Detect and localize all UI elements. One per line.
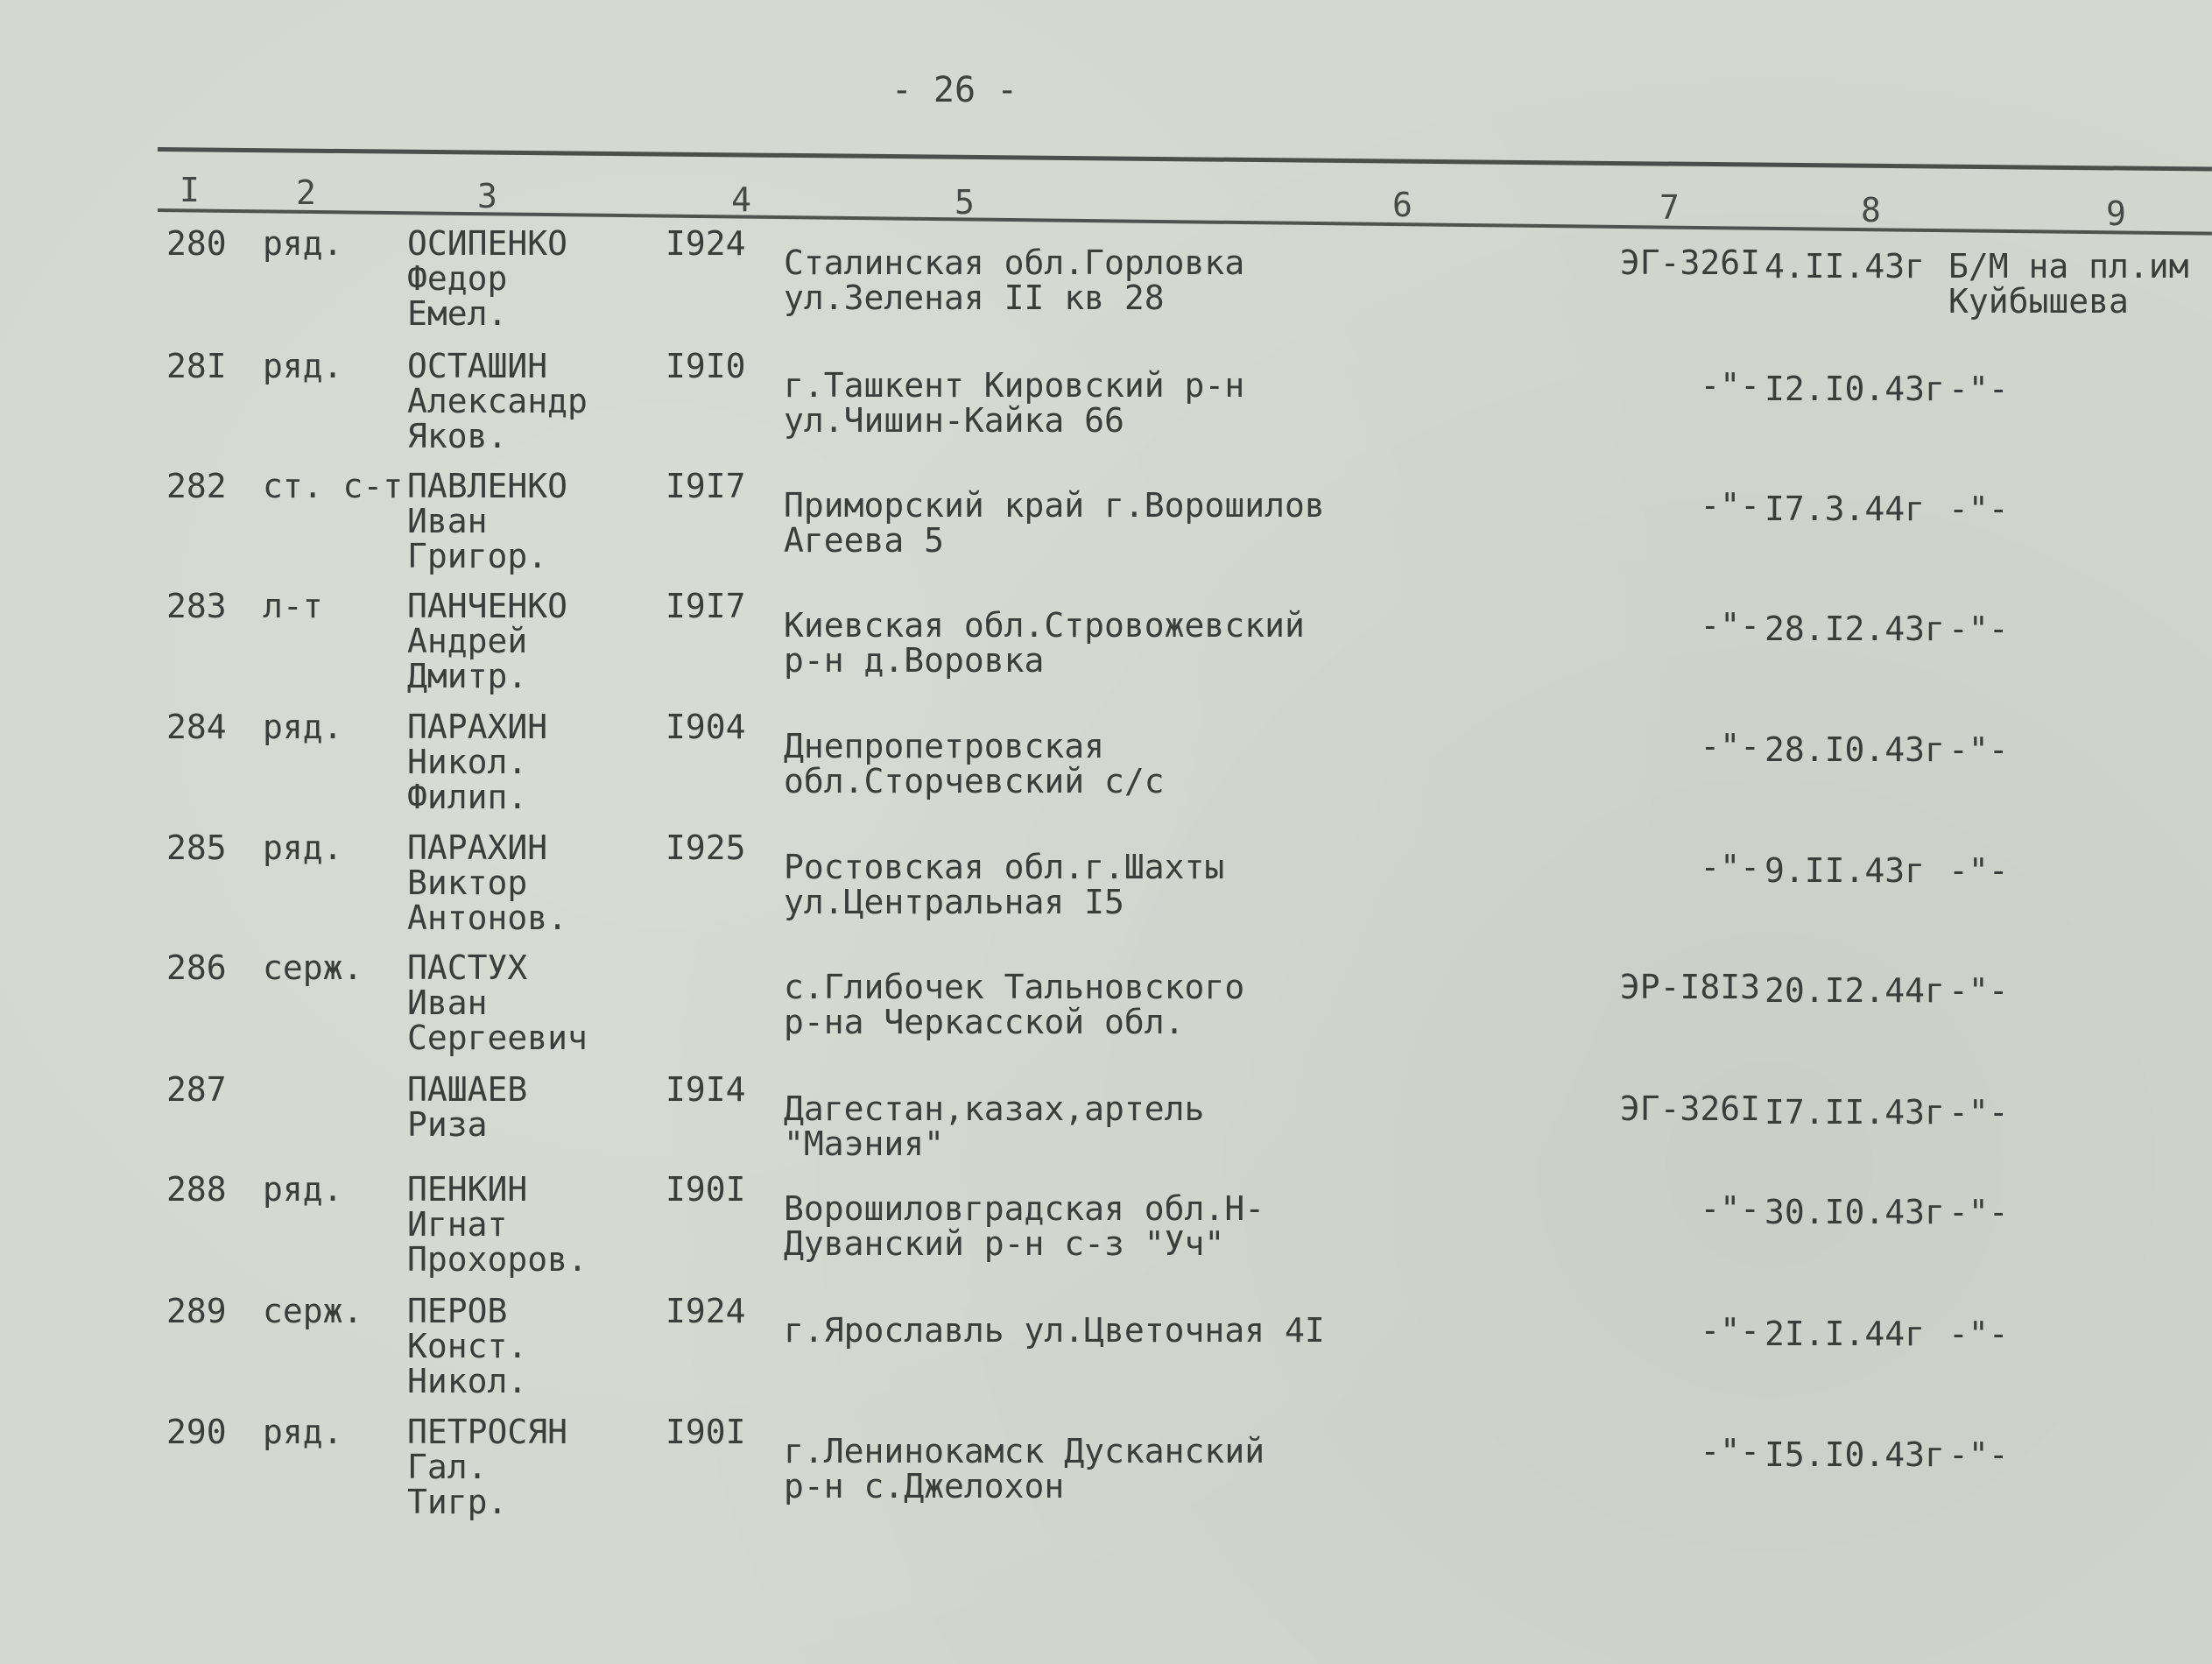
address-block [784, 1434, 1414, 1504]
document-reference: -"- [1700, 366, 1760, 405]
name-line: Яков. [407, 417, 508, 455]
name-block [407, 349, 679, 454]
entry-number: 284 [166, 708, 227, 746]
address-line: р-на Черкасской обл. [784, 1003, 1185, 1041]
name-line: Прохоров. [407, 1240, 588, 1279]
name-line: Гал. [407, 1448, 488, 1486]
burial-place-block [1948, 491, 2211, 526]
burial-place-line: -"- [1948, 1315, 2009, 1353]
entry-number: 282 [166, 467, 227, 505]
name-line: Григор. [407, 537, 548, 575]
date: 20.I2.44г [1765, 971, 1945, 1010]
entry-number: 283 [166, 587, 227, 625]
name-block [407, 1172, 679, 1277]
name-line: Александр [407, 382, 588, 420]
burial-place-block [1948, 611, 2211, 646]
address-block [784, 1091, 1414, 1161]
birth-year: I9I0 [666, 347, 746, 385]
table-row [0, 1294, 2212, 1416]
name-line: Иван [407, 984, 488, 1022]
table-row [0, 226, 2212, 349]
address-line: Ворошиловградская обл.Н-Дуванский р-н с-з "Уч" [784, 1189, 1265, 1263]
burial-place-line: -"- [1948, 1093, 2009, 1132]
address-line: с.Глибочек Тальновского [784, 968, 1245, 1006]
birth-year: I925 [666, 828, 746, 867]
name-line: ПАНЧЕНКО [407, 587, 568, 625]
name-line: Тигр. [407, 1483, 508, 1521]
date: 2I.I.44г [1765, 1315, 1926, 1353]
name-block [407, 1414, 679, 1519]
column-number: 4 [731, 180, 751, 219]
burial-place-block [1948, 1195, 2211, 1230]
name-block [407, 709, 679, 814]
burial-place-block [1948, 249, 2211, 319]
address-block [784, 850, 1414, 920]
burial-place-block [1948, 1316, 2211, 1351]
address-block [784, 245, 1414, 315]
name-line: Емел. [407, 294, 508, 333]
name-line: Игнат [407, 1205, 508, 1244]
name-line: ПАШАЕВ [407, 1070, 528, 1109]
address-line: ул.Чишин-Кайка 66 [784, 401, 1124, 440]
column-number: 8 [1861, 191, 1881, 229]
address-line: г.Ярославль ул.Цветочная 4I [784, 1311, 1325, 1350]
address-line: ул.Зеленая II кв 28 [784, 279, 1165, 317]
birth-year: I90I [666, 1413, 746, 1451]
birth-year: I924 [666, 224, 746, 263]
birth-year: I90I [666, 1170, 746, 1209]
date: 28.I2.43г [1765, 610, 1945, 648]
name-line: ПЕРОВ [407, 1292, 508, 1330]
document-reference: -"- [1700, 727, 1760, 765]
document-reference: -"- [1700, 848, 1760, 886]
table-row [0, 349, 2212, 471]
address-block [784, 1191, 1414, 1261]
address-block [784, 729, 1414, 799]
table-row [0, 589, 2212, 711]
name-line: Андрей [407, 622, 528, 660]
burial-place-line: Б/М на пл.им [1948, 247, 2189, 286]
name-line: ОСИПЕНКО [407, 224, 568, 263]
address-block [784, 608, 1414, 678]
address-line: р-н с.Джелохон [784, 1467, 1065, 1505]
address-block [784, 488, 1414, 558]
table-row [0, 469, 2212, 591]
entry-number: 280 [166, 224, 227, 263]
address-line: Сталинская обл.Горловка [784, 243, 1245, 282]
address-line: ул.Центральная I5 [784, 883, 1124, 921]
entry-number: 289 [166, 1292, 227, 1330]
column-number: 7 [1659, 188, 1680, 227]
date: 4.II.43г [1765, 247, 1926, 286]
name-block [407, 226, 679, 331]
column-number: I [180, 171, 200, 209]
table-top-rule [158, 147, 2212, 172]
burial-place-block [1948, 371, 2211, 406]
name-line: Филип. [407, 778, 528, 816]
name-line: Никол. [407, 1362, 528, 1400]
name-line: ПЕНКИН [407, 1170, 528, 1209]
name-line: ПАСТУХ [407, 948, 528, 987]
date: I7.II.43г [1765, 1093, 1945, 1132]
birth-year: I904 [666, 708, 746, 746]
rank: серж. [263, 948, 363, 987]
name-block [407, 1294, 679, 1399]
table-row [0, 1414, 2212, 1537]
name-line: Конст. [407, 1327, 528, 1365]
column-number: 2 [296, 173, 316, 212]
page-number: - 26 - [891, 70, 1018, 110]
rank: ряд. [263, 1170, 343, 1209]
name-line: ПАВЛЕНКО [407, 467, 568, 505]
name-block [407, 1072, 679, 1142]
name-block [407, 589, 679, 694]
address-line: "Маэния" [784, 1125, 945, 1163]
address-line: г.Ленинокамск Дусканский [784, 1432, 1265, 1470]
document-reference: -"- [1700, 486, 1760, 525]
burial-place-block [1948, 973, 2211, 1008]
address-line: г.Ташкент Кировский р-н [784, 366, 1245, 405]
name-line: Иван [407, 502, 488, 540]
date: 9.II.43г [1765, 851, 1926, 890]
date: I5.I0.43г [1765, 1435, 1945, 1474]
column-number: 5 [955, 183, 975, 222]
burial-place-line: Куйбышева [1948, 282, 2129, 321]
entry-number: 28I [166, 347, 227, 385]
date: I2.I0.43г [1765, 370, 1945, 408]
rank: ряд. [263, 708, 343, 746]
name-line: Федор [407, 259, 508, 298]
rank: л-т [263, 587, 323, 625]
entry-number: 286 [166, 948, 227, 987]
name-line: ОСТАШИН [407, 347, 548, 385]
entry-number: 285 [166, 828, 227, 867]
burial-place-line: -"- [1948, 1435, 2009, 1474]
rank: ряд. [263, 1413, 343, 1451]
name-line: Виктор [407, 864, 528, 902]
table-row [0, 830, 2212, 953]
document-reference: -"- [1700, 1432, 1760, 1470]
date: 30.I0.43г [1765, 1193, 1945, 1231]
column-number: 9 [2106, 194, 2126, 233]
burial-place-line: -"- [1948, 730, 2009, 769]
address-line: р-н д.Воровка [784, 641, 1045, 680]
document-reference: ЭР-I8I3 [1619, 968, 1760, 1006]
address-line: Киевская обл.Стровожевский [784, 606, 1305, 645]
address-line: Дагестан,казах,артель [784, 1089, 1205, 1128]
date: 28.I0.43г [1765, 730, 1945, 769]
name-block [407, 950, 679, 1055]
rank: ряд. [263, 828, 343, 867]
rank: ряд. [263, 224, 343, 263]
document-reference: ЭГ-326I [1619, 1089, 1760, 1128]
burial-place-line: -"- [1948, 851, 2009, 890]
table-row [0, 1172, 2212, 1294]
burial-place-line: -"- [1948, 971, 2009, 1010]
burial-place-line: -"- [1948, 370, 2009, 408]
birth-year: I9I7 [666, 467, 746, 505]
address-block [784, 969, 1414, 1040]
date: I7.3.44г [1765, 490, 1926, 528]
table-row [0, 950, 2212, 1073]
address-line: Ростовская обл.г.Шахты [784, 848, 1225, 886]
rank: серж. [263, 1292, 363, 1330]
entry-number: 290 [166, 1413, 227, 1451]
column-number: 6 [1392, 186, 1412, 224]
document-reference: -"- [1700, 1189, 1760, 1228]
entry-number: 288 [166, 1170, 227, 1209]
entry-number: 287 [166, 1070, 227, 1109]
name-line: Никол. [407, 743, 528, 781]
rank: ст. с-т [263, 467, 404, 505]
burial-place-line: -"- [1948, 610, 2009, 648]
name-block [407, 830, 679, 935]
rank: ряд. [263, 347, 343, 385]
address-line: Днепропетровская обл.Сторчевский с/с [784, 727, 1165, 800]
document-reference: ЭГ-326I [1619, 243, 1760, 282]
burial-place-block [1948, 853, 2211, 888]
name-block [407, 469, 679, 574]
birth-year: I924 [666, 1292, 746, 1330]
column-number: 3 [477, 177, 497, 215]
table-row [0, 709, 2212, 832]
name-line: Риза [407, 1105, 488, 1144]
name-line: Сергеевич [407, 1019, 588, 1057]
address-line: Приморский край г.Ворошилов Агеева 5 [784, 486, 1325, 560]
name-line: ПАРАХИН [407, 828, 548, 867]
document-reference: -"- [1700, 1311, 1760, 1350]
name-line: Антонов. [407, 899, 568, 937]
burial-place-line: -"- [1948, 1193, 2009, 1231]
burial-place-block [1948, 732, 2211, 767]
birth-year: I9I7 [666, 587, 746, 625]
burial-place-block [1948, 1095, 2211, 1130]
name-line: ПЕТРОСЯН [407, 1413, 568, 1451]
name-line: Дмитр. [407, 657, 528, 695]
document-reference: -"- [1700, 606, 1760, 645]
address-block [784, 368, 1414, 438]
name-line: ПАРАХИН [407, 708, 548, 746]
birth-year: I9I4 [666, 1070, 746, 1109]
address-block [784, 1313, 1414, 1348]
burial-place-block [1948, 1437, 2211, 1472]
burial-place-line: -"- [1948, 490, 2009, 528]
